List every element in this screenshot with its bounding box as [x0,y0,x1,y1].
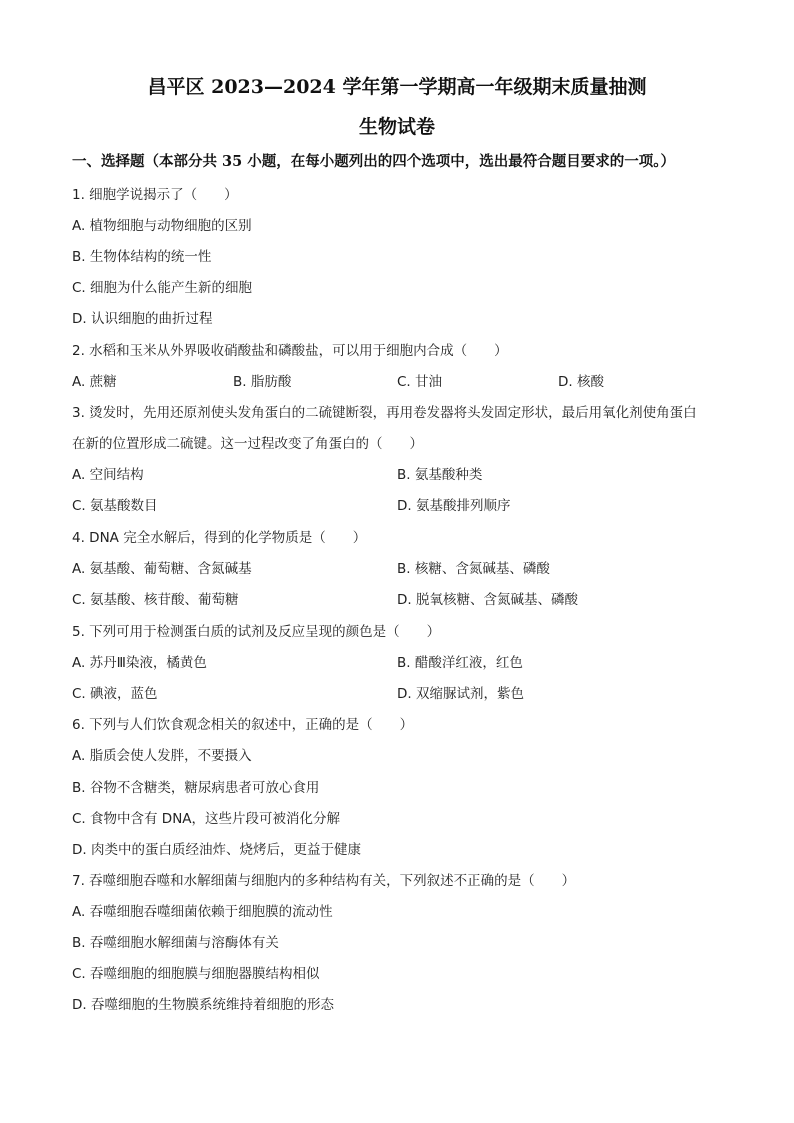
question-3-stem: 3. 烫发时，先用还原剂使头发角蛋白的二硫键断裂，再用卷发器将头发固定形状，最后用氧化剂使角蛋白 [72,405,697,421]
question-7-stem: 7. 吞噬细胞吞噬和水解细菌与细胞内的多种结构有关，下列叙述不正确的是（ ） [72,873,576,889]
question-5-stem: 5. 下列可用于检测蛋白质的试剂及反应呈现的颜色是（ ） [72,624,441,640]
question-2-option-b: B. 脂肪酸 [233,374,292,390]
question-1-option-d: D. 认识细胞的曲折过程 [72,311,213,327]
exam-title: 昌平区 2023—2024 学年第一学期高一年级期末质量抽测 [147,76,647,98]
question-7-option-c: C. 吞噬细胞的细胞膜与细胞器膜结构相似 [72,966,320,982]
question-4-option-d: D. 脱氧核糖、含氮碱基、磷酸 [397,592,578,608]
question-3-stem-continued: 在新的位置形成二硫键。这一过程改变了角蛋白的（ ） [72,436,423,452]
question-1-option-a: A. 植物细胞与动物细胞的区别 [72,218,252,234]
question-5-option-c: C. 碘液，蓝色 [72,686,158,702]
section-heading: 一、选择题（本部分共 35 小题，在每小题列出的四个选项中，选出最符合题目要求的一项。） [72,153,676,170]
question-5-option-a: A. 苏丹Ⅲ染液，橘黄色 [72,655,207,671]
question-7-option-a: A. 吞噬细胞吞噬细菌依赖于细胞膜的流动性 [72,904,333,920]
question-7-option-d: D. 吞噬细胞的生物膜系统维持着细胞的形态 [72,997,334,1013]
question-6-option-b: B. 谷物不含糖类，糖尿病患者可放心食用 [72,780,320,796]
question-6-option-c: C. 食物中含有 DNA，这些片段可被消化分解 [72,811,341,827]
question-3-option-b: B. 氨基酸种类 [397,467,483,483]
question-2-stem: 2. 水稻和玉米从外界吸收硝酸盐和磷酸盐，可以用于细胞内合成（ ） [72,343,508,359]
question-3-option-c: C. 氨基酸数目 [72,498,158,514]
question-1-option-b: B. 生物体结构的统一性 [72,249,212,265]
question-4-stem: 4. DNA 完全水解后，得到的化学物质是（ ） [72,530,367,546]
question-2-option-d: D. 核酸 [558,374,604,390]
question-4-option-a: A. 氨基酸、葡萄糖、含氮碱基 [72,561,252,577]
question-6-stem: 6. 下列与人们饮食观念相关的叙述中，正确的是（ ） [72,717,414,733]
question-4-option-b: B. 核糖、含氮碱基、磷酸 [397,561,550,577]
question-4-option-c: C. 氨基酸、核苷酸、葡萄糖 [72,592,239,608]
question-6-option-d: D. 肉类中的蛋白质经油炸、烧烤后，更益于健康 [72,842,361,858]
question-1-option-c: C. 细胞为什么能产生新的细胞 [72,280,253,296]
question-6-option-a: A. 脂质会使人发胖，不要摄入 [72,748,252,764]
question-3-option-a: A. 空间结构 [72,467,144,483]
question-2-option-a: A. 蔗糖 [72,374,117,390]
question-2-option-c: C. 甘油 [397,374,443,390]
question-5-option-d: D. 双缩脲试剂，紫色 [397,686,524,702]
exam-subtitle: 生物试卷 [358,116,435,138]
question-1-stem: 1. 细胞学说揭示了（ ） [72,187,238,203]
question-7-option-b: B. 吞噬细胞水解细菌与溶酶体有关 [72,935,279,951]
question-5-option-b: B. 醋酸洋红液，红色 [397,655,523,671]
question-3-option-d: D. 氨基酸排列顺序 [397,498,511,514]
